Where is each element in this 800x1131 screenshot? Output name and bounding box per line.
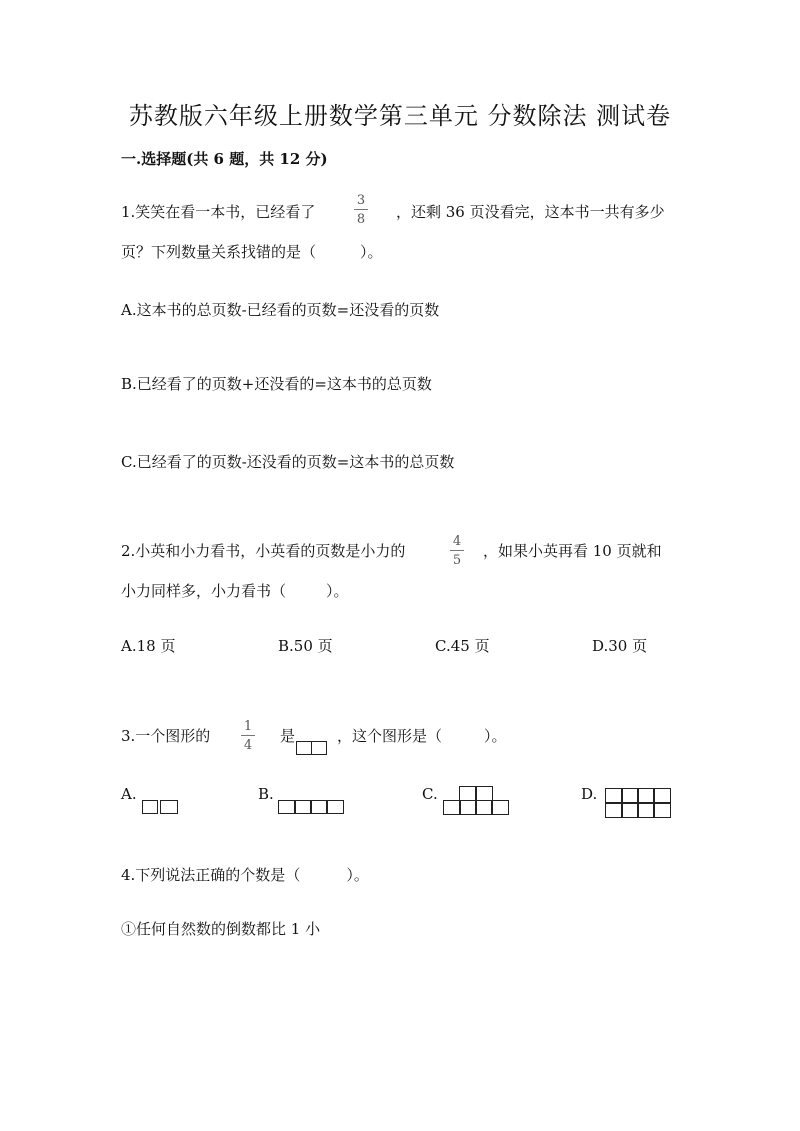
- q1-line2-pre: 页？下列数量关系找错的是（: [121, 243, 317, 261]
- q3-fraction: [240, 720, 256, 752]
- q3-option-b-label: B.: [258, 785, 274, 803]
- grid-cell: [296, 741, 312, 755]
- q2-line1-pre: 2.小英和小力看书，小英看的页数是小力的: [121, 542, 406, 560]
- q3-mid: 是: [280, 727, 296, 745]
- q2-frac-num: 4: [452, 534, 462, 549]
- q3-post: ，这个图形是（: [337, 727, 443, 745]
- q4-statement-1: ①任何自然数的倒数都比 1 小: [121, 920, 321, 938]
- q2-frac-den: 5: [452, 553, 462, 568]
- grid-cell: [160, 800, 178, 814]
- q3-pre: 3.一个图形的: [121, 727, 211, 745]
- q1-option-c: C.已经看了的页数-还没看的页数=这本书的总页数: [121, 453, 455, 471]
- grid-cell: [491, 800, 509, 815]
- q4-text: 4.下列说法正确的个数是（: [121, 866, 301, 884]
- q3-frac-den: 4: [243, 738, 253, 753]
- q3-post-line: [337, 725, 507, 746]
- q2-line2-pre: 小力同样多，小力看书（: [121, 582, 287, 600]
- q2-option-a: A.18 页: [121, 637, 176, 655]
- q1-line1-post: ，还剩 36 页没看完，这本书一共有多少: [396, 203, 665, 221]
- q2-line2: [121, 580, 349, 601]
- q1-fraction: [353, 194, 369, 226]
- grid-cell: [653, 802, 671, 818]
- q1-option-b: B.已经看了的页数+还没看的=这本书的总页数: [121, 375, 432, 393]
- q3-option-a-label: A.: [121, 785, 137, 803]
- q1-line2-post: ）。: [360, 243, 383, 261]
- q2-option-b: B.50 页: [278, 637, 333, 655]
- q4-end: ）。: [346, 866, 369, 884]
- grid-cell: [475, 786, 493, 801]
- page-title: 苏教版六年级上册数学第三单元 分数除法 测试卷: [128, 102, 672, 130]
- section-heading: 一.选择题(共 6 题，共 12 分): [121, 150, 328, 168]
- q3-end: ）。: [484, 727, 507, 745]
- grid-cell: [311, 741, 327, 755]
- q1-frac-num: 3: [356, 193, 366, 208]
- q2-line1-post: ，如果小英再看 10 页就和: [483, 542, 662, 560]
- grid-cell: [142, 800, 158, 814]
- q1-option-a: A.这本书的总页数-已经看的页数=还没看的页数: [121, 301, 440, 319]
- q2-option-c: C.45 页: [435, 637, 490, 655]
- q1-frac-den: 8: [356, 212, 366, 227]
- q3-option-d-label: D.: [581, 785, 598, 803]
- q2-fraction: [449, 535, 465, 567]
- q1-line2: [121, 241, 383, 262]
- q2-line2-post: ）。: [326, 582, 349, 600]
- grid-cell: [326, 800, 344, 814]
- q3-frac-num: 1: [243, 719, 253, 734]
- q4-line: [121, 864, 369, 885]
- q2-option-d: D.30 页: [592, 637, 648, 655]
- q3-option-c-label: C.: [422, 785, 438, 803]
- q1-line1-pre: 1.笑笑在看一本书，已经看了: [121, 203, 316, 221]
